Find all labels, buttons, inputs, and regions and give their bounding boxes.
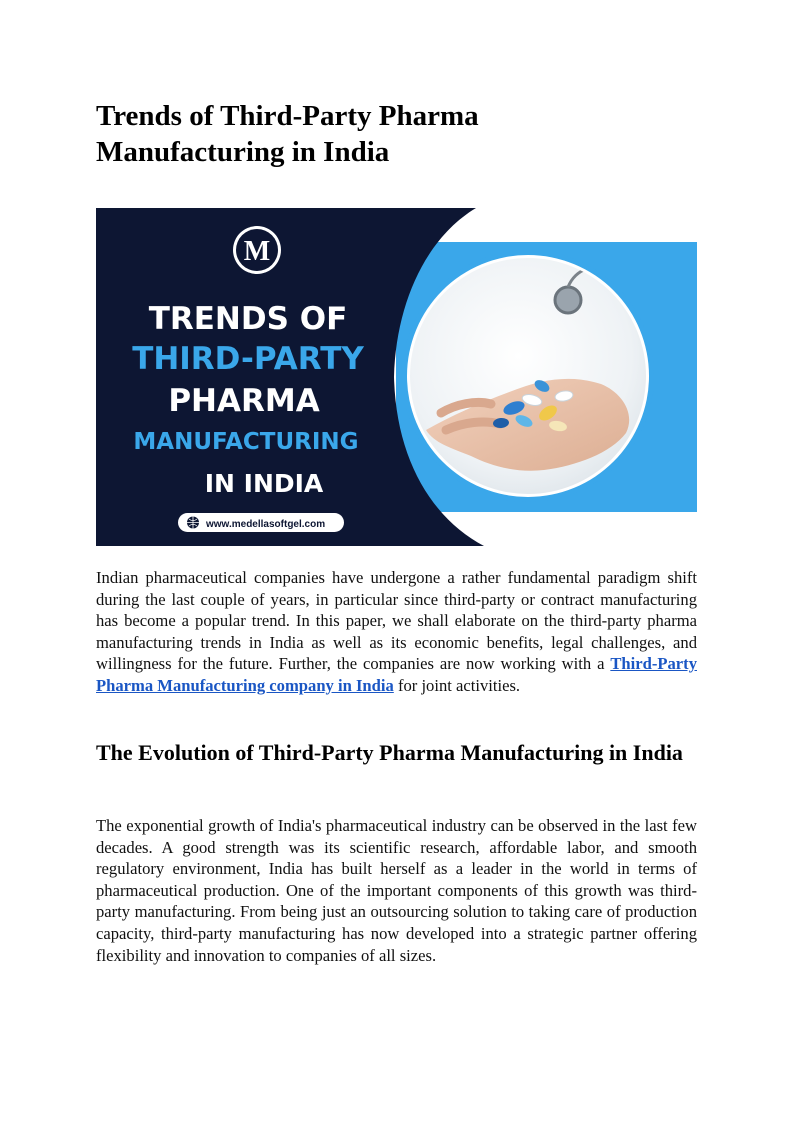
section-heading: The Evolution of Third-Party Pharma Manufacturing in India	[96, 740, 683, 765]
intro-tail: for joint activities.	[393, 675, 521, 695]
title-line-2: Manufacturing in India	[96, 136, 390, 168]
website-url-text: www.medellasoftgel.com	[206, 519, 326, 530]
banner-line-4: MANUFACTURING	[133, 429, 359, 455]
intro-text: Indian pharmaceutical companies have undergone a rather fundamental paradigm shift during the last couple of years, in particular since third-party or contract manufacturing has become a popular trend. In this paper, we shall elaborate on the third-party pharma manufacturing trends in India as well as its economic benefits, legal challenges, and willingness for the future. Further, the companies are now working with a	[96, 568, 697, 674]
page-title	[96, 98, 696, 170]
manufacturing-company-link[interactable]: Third-Party Pharma Manufacturing company in India	[96, 654, 697, 695]
logo-letter: M	[243, 236, 271, 267]
medella-logo-icon	[233, 226, 281, 274]
banner-line-3: PHARMA	[168, 383, 320, 419]
banner-line-5: IN INDIA	[204, 469, 324, 498]
intro-paragraph	[96, 567, 697, 697]
title-line-1: Trends of Third-Party Pharma	[96, 100, 479, 132]
banner-line-1: TRENDS OF	[148, 301, 348, 337]
banner-line-2: THIRD-PARTY	[132, 341, 364, 377]
banner-image	[96, 208, 697, 546]
section-paragraph: The exponential growth of India's pharmaceutical industry can be observed in the last few decades. A good strength was its scientific research, affordable labor, and smooth regulatory environment, India has built herself as a leader in the world in terms of pharmaceutical production. One of the important components of this growth was third-party manufacturing. From being just an outsourcing solution to taking care of production capacity, third-party manufacturing has now developed into a strategic partner offering flexibility and innovation to companies of all sizes.	[96, 816, 697, 965]
website-url-pill	[178, 513, 344, 532]
